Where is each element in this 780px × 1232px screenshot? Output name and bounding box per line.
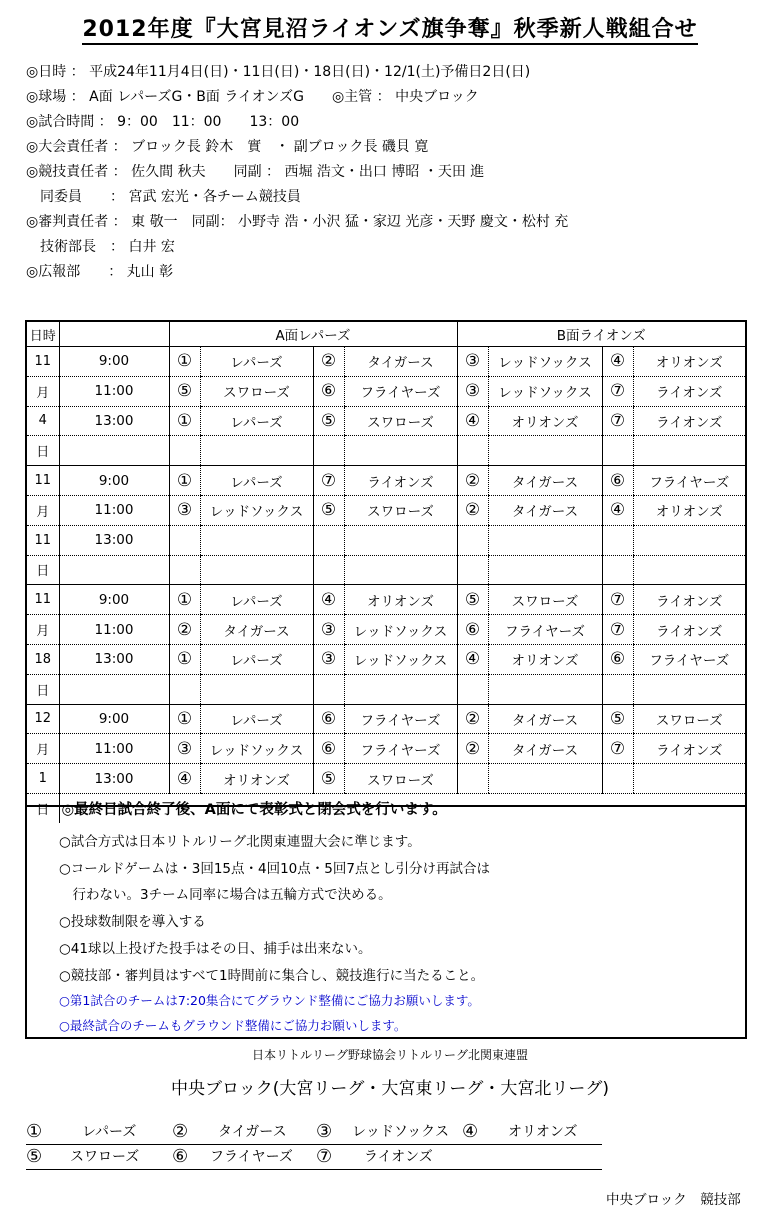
team-name: オリオンズ [633,495,745,525]
date-cell: 4 [27,406,59,436]
team-number: ② [169,615,200,645]
team-number: ⑥ [457,615,488,645]
team-name [633,525,745,555]
team-number: ① [169,466,200,496]
date-cell: 1 [27,764,59,794]
team-number: ① [169,347,200,377]
time-cell: 11:00 [59,615,169,645]
schedule-header-row [27,322,745,347]
info-technical-head: 技術部長 ： 白井 宏 [26,239,175,255]
schedule-row [27,466,745,496]
team-name: オリオンズ [344,585,457,615]
date-cell: 月 [27,376,59,406]
team-number: ⑥ [602,466,633,496]
schedule-row [27,674,745,704]
team-number: ⑤ [602,704,633,734]
team-number: ③ [457,347,488,377]
team-number [313,674,344,704]
team-number: ② [457,495,488,525]
notice-last-game: ○最終試合のチームもグラウンド整備にご協力お願いします。 [59,1018,407,1033]
rule-item: ○投球数制限を導入する [59,914,206,930]
team-name: タイガース [488,495,602,525]
rule-item: ○競技部・審判員はすべて1時間前に集合し、競技進行に当たること。 [59,968,485,984]
time-cell: 13:00 [59,644,169,674]
legend-team: タイガース [218,1124,287,1140]
team-number: ④ [602,347,633,377]
header-face-b: B面ライオンズ [457,322,745,347]
team-name [488,764,602,794]
team-name [633,764,745,794]
team-name: スワローズ [344,406,457,436]
team-number [602,436,633,466]
legend-number: ⑦ [316,1146,333,1167]
header-face-a: A面レパーズ [169,322,457,347]
team-name: スワローズ [633,704,745,734]
date-cell: 月 [27,495,59,525]
schedule-row [27,555,745,585]
team-number [313,436,344,466]
block-name: 中央ブロック(大宮リーグ・大宮東リーグ・大宮北リーグ) [171,1079,609,1099]
team-number [602,555,633,585]
team-number: ④ [313,585,344,615]
team-name: レパーズ [200,406,313,436]
date-cell: 12 [27,704,59,734]
time-cell: 13:00 [59,525,169,555]
date-cell: 月 [27,734,59,764]
team-name [344,674,457,704]
team-number [602,674,633,704]
team-name: フライヤーズ [344,376,457,406]
team-number [457,525,488,555]
header-time-blank [59,322,169,347]
info-chair: ◎大会責任者 ： ブロック長 鈴木 實 ・ 副ブロック長 磯貝 寛 [26,139,429,155]
legend-number: ④ [462,1121,479,1142]
legend-team: オリオンズ [508,1124,578,1140]
date-cell: 11 [27,525,59,555]
team-number: ② [457,734,488,764]
schedule-row [27,704,745,734]
team-name: フライヤーズ [633,466,745,496]
schedule-row [27,406,745,436]
team-number: ⑤ [313,495,344,525]
team-name [633,436,745,466]
legend-number: ② [172,1121,189,1142]
legend-team: ライオンズ [364,1149,433,1165]
team-number: ① [169,644,200,674]
team-number: ⑤ [169,376,200,406]
schedule-row [27,644,745,674]
team-number: ③ [169,495,200,525]
team-name: ライオンズ [344,466,457,496]
legend-team: スワローズ [70,1149,140,1165]
team-number: ⑦ [602,376,633,406]
team-name: レッドソックス [488,347,602,377]
page-title-text: 2012年度『大宮見沼ライオンズ旗争奪』秋季新人戦組合せ [82,17,697,45]
team-number [457,764,488,794]
time-cell: 11:00 [59,376,169,406]
date-cell: 日 [27,436,59,466]
rule-item: ○コールドゲームは・3回15点・4回10点・5回7点とし引分け再試合は [59,861,490,877]
team-name: レッドソックス [344,615,457,645]
team-name: レパーズ [200,585,313,615]
team-name [344,555,457,585]
team-number: ⑦ [602,406,633,436]
schedule-row [27,615,745,645]
team-number: ③ [313,644,344,674]
team-number: ⑥ [313,734,344,764]
team-name: フライヤーズ [633,644,745,674]
team-name: レパーズ [200,466,313,496]
team-number [457,674,488,704]
team-name [633,674,745,704]
team-name [200,674,313,704]
notice-first-game: ○第1試合のチームは7:20集合にてグラウンド整備にご協力お願いします。 [59,993,480,1008]
team-name: オリオンズ [633,347,745,377]
team-name: スワローズ [344,764,457,794]
legend-row [26,1145,602,1170]
time-cell: 13:00 [59,764,169,794]
team-name: ライオンズ [633,585,745,615]
team-number [457,555,488,585]
date-cell: 日 [27,555,59,585]
team-number: ⑦ [602,734,633,764]
team-number: ③ [169,734,200,764]
info-competition-head: ◎競技責任者 ： 佐久間 秋夫 同副 ： 西堀 浩文・出口 博昭 ・天田 進 [26,164,485,180]
team-number [169,525,200,555]
team-number [602,525,633,555]
schedule-row [27,347,745,377]
team-name: タイガース [344,347,457,377]
team-number: ④ [457,644,488,674]
footer-department: 中央ブロック 競技部 [606,1192,741,1208]
team-number: ③ [313,615,344,645]
team-number [169,555,200,585]
rules-section [25,806,747,1039]
info-date: ◎日時 ： 平成24年11月4日(日)・11日(日)・18日(日)・12/1(土)予備日2日(日) [26,64,531,80]
legend-row [26,1120,602,1145]
time-cell: 11:00 [59,734,169,764]
time-cell: 11:00 [59,495,169,525]
schedule-row [27,525,745,555]
team-number: ④ [169,764,200,794]
team-name: レパーズ [200,704,313,734]
date-cell: 月 [27,615,59,645]
date-cell: 日 [27,674,59,704]
team-name: ライオンズ [633,615,745,645]
legend-number: ⑤ [26,1146,43,1167]
schedule-row [27,495,745,525]
time-cell: 9:00 [59,704,169,734]
team-name: ライオンズ [633,406,745,436]
team-number: ⑤ [457,585,488,615]
time-cell [59,674,169,704]
schedule-table [25,320,747,818]
team-name: オリオンズ [200,764,313,794]
team-name: オリオンズ [488,406,602,436]
team-number: ⑤ [313,764,344,794]
rule-item: ○41球以上投げた投手はその日、捕手は出来ない。 [59,941,372,957]
team-legend [26,1120,602,1170]
legend-team: フライヤーズ [210,1149,293,1165]
team-name [344,436,457,466]
team-name [200,555,313,585]
team-name: タイガース [488,466,602,496]
team-name [488,674,602,704]
info-competition-members: 同委員 ： 宮武 宏光・各チーム競技員 [26,189,301,205]
legend-number: ① [26,1121,43,1142]
schedule-row [27,764,745,794]
header-date-time: 日時 [27,322,59,347]
team-number [313,555,344,585]
schedule-grid [27,322,745,823]
team-name: ライオンズ [633,734,745,764]
legend-team: レッドソックス [352,1124,450,1140]
time-cell: 9:00 [59,466,169,496]
team-name [633,555,745,585]
rule-item: 行わない。3チーム同率に場合は五輪方式で決める。 [59,887,392,903]
team-number: ⑥ [313,704,344,734]
info-pr: ◎広報部 ： 丸山 彰 [26,264,174,280]
schedule-row [27,376,745,406]
team-number: ⑦ [602,615,633,645]
date-cell: 11 [27,347,59,377]
team-number [457,436,488,466]
team-number: ③ [457,376,488,406]
legend-team: レパーズ [82,1124,137,1140]
date-cell: 18 [27,644,59,674]
organization-name: 日本リトルリーグ野球協会リトルリーグ北関東連盟 [251,1048,528,1062]
team-name: レッドソックス [488,376,602,406]
date-cell: 11 [27,466,59,496]
team-name: レッドソックス [344,644,457,674]
time-cell [59,436,169,466]
team-number: ① [169,406,200,436]
team-name: レッドソックス [200,734,313,764]
team-name: スワローズ [488,585,602,615]
team-number: ⑥ [313,376,344,406]
event-info [26,60,568,285]
team-number: ④ [602,495,633,525]
info-umpire-head: ◎審判責任者 ： 東 敬一 同副： 小野寺 浩・小沢 猛・家辺 光彦・天野 慶文・松村 充 [26,214,569,230]
date-cell: 日 [36,802,50,818]
team-number: ⑦ [602,585,633,615]
team-number: ① [169,704,200,734]
team-number: ⑦ [313,466,344,496]
team-number: ② [457,466,488,496]
team-name: フライヤーズ [488,615,602,645]
info-venue: ◎球場 ： A面 レパーズG・B面 ライオンズG ◎主管 ： 中央ブロック [26,89,479,105]
team-number: ① [169,585,200,615]
schedule-row [27,734,745,764]
info-game-times: ◎試合時間 ： 9：00 11：00 13：00 [26,114,300,130]
team-number [313,525,344,555]
team-name: フライヤーズ [344,734,457,764]
time-cell: 9:00 [59,585,169,615]
time-cell: 13:00 [59,406,169,436]
team-name [488,525,602,555]
team-number: ④ [457,406,488,436]
team-name: フライヤーズ [344,704,457,734]
team-name: レパーズ [200,347,313,377]
team-name: タイガース [200,615,313,645]
page-title [0,12,780,43]
team-number [169,436,200,466]
time-cell [59,555,169,585]
schedule-row [27,585,745,615]
team-name [344,525,457,555]
team-name: タイガース [488,704,602,734]
team-name [200,525,313,555]
closing-ceremony-note: ◎最終日試合終了後、A面にて表彰式と閉会式を行います。 [59,793,745,822]
team-name [200,436,313,466]
team-name: レパーズ [200,644,313,674]
team-name [488,436,602,466]
rule-item: ○試合方式は日本リトルリーグ北関東連盟大会に準じます。 [59,834,421,850]
time-cell: 9:00 [59,347,169,377]
legend-number: ⑥ [172,1146,189,1167]
team-number: ② [457,704,488,734]
team-number: ⑥ [602,644,633,674]
team-number [169,674,200,704]
team-name: スワローズ [344,495,457,525]
team-name: レッドソックス [200,495,313,525]
team-name [488,555,602,585]
team-name: スワローズ [200,376,313,406]
legend-number: ③ [316,1121,333,1142]
team-number: ② [313,347,344,377]
team-number [602,764,633,794]
team-name: オリオンズ [488,644,602,674]
schedule-row [27,436,745,466]
team-number: ⑤ [313,406,344,436]
team-name: ライオンズ [633,376,745,406]
date-cell: 11 [27,585,59,615]
team-name: タイガース [488,734,602,764]
